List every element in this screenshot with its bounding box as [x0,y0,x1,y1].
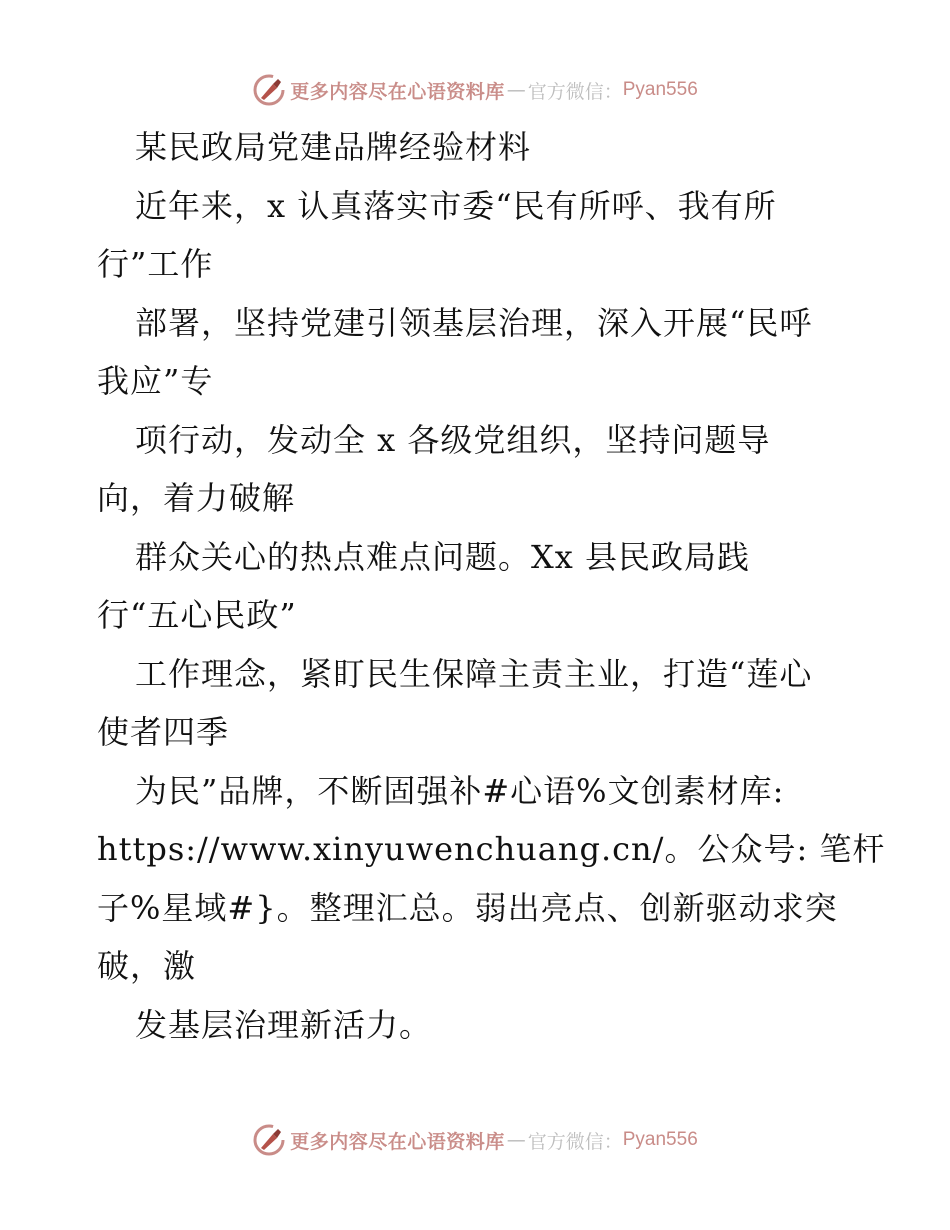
banner-separator: — [506,79,526,101]
paragraph-line: 行“五心民政” [97,596,297,634]
banner-main-text: 更多内容尽在心语资料库 [290,80,505,103]
document-body [97,118,897,1054]
paragraph-line: 部署，坚持党建引领基层治理，深入开展“民呼 [135,303,813,342]
banner-wechat-id: Pyan556 [622,1129,698,1150]
pen-nib-logo-icon [252,1123,286,1157]
paragraph-line: 破，激 [97,947,197,985]
paragraph-line: 向，着力破解 [97,479,296,517]
paragraph-line: 使者四季 [97,713,230,751]
paragraph-line: 发基层治理新活力。 [135,1005,433,1044]
banner-wechat-label: 官方微信： [527,80,623,103]
banner-main-text: 更多内容尽在心语资料库 [290,1130,505,1153]
banner-wechat-label: 官方微信： [527,1130,623,1153]
footer-watermark-banner [0,1120,950,1160]
banner-wechat-id: Pyan556 [622,79,698,100]
paragraph-line: 子%星域#}。整理汇总。弱出亮点、创新驱动求突 [97,888,838,927]
document-title: 某民政局党建品牌经验材料 [135,128,532,166]
pen-nib-logo-icon [252,73,286,107]
header-watermark-banner [0,70,950,110]
paragraph-line: 项行动，发动全 x 各级党组织，坚持问题导 [135,420,771,459]
banner-separator: — [506,1129,526,1151]
paragraph-line: 为民”品牌，不断固强补#心语%文创素材库: [135,771,785,810]
paragraph-line: https://www.xinyuwenchuang.cn/。公众号: 笔杆 [97,830,886,868]
paragraph-line: 行”工作 [97,245,214,283]
paragraph-line: 我应”专 [97,362,214,400]
paragraph-line: 工作理念，紧盯民生保障主责主业，打造“莲心 [135,654,813,693]
paragraph-line: 群众关心的热点难点问题。Xx 县民政局践 [135,537,751,576]
paragraph-line: 近年来，x 认真落实市委“民有所呼、我有所 [135,186,777,225]
